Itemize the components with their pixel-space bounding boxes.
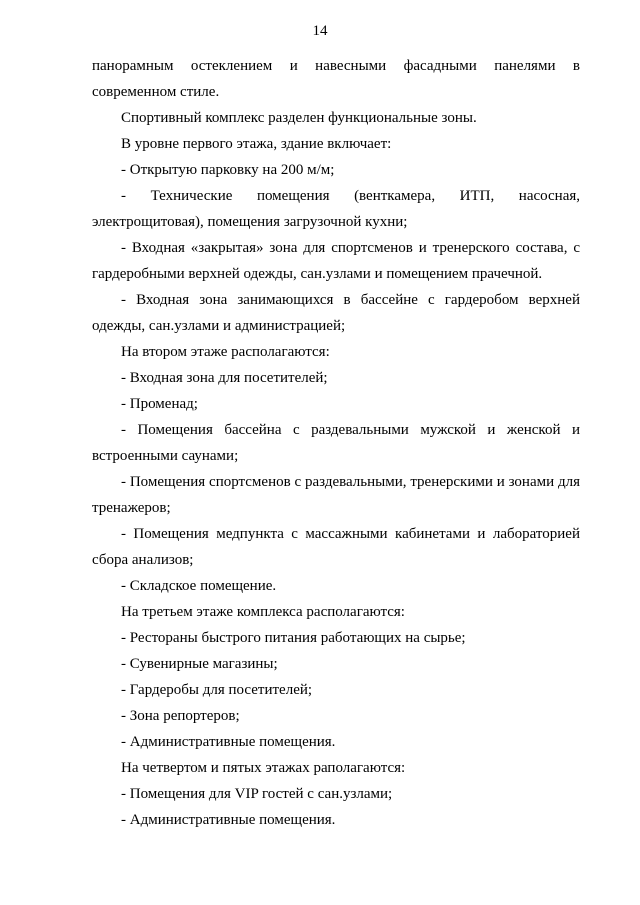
list-item-cloakrooms: - Гардеробы для посетителей; <box>121 682 313 698</box>
list-item-storage: - Складское помещение. <box>121 578 277 594</box>
list-item-fast-food: - Рестораны быстрого питания работающих на сырье; <box>121 630 466 646</box>
paragraph-zones-intro: Спортивный комплекс разделен функциональные зоны. <box>121 110 477 126</box>
list-item-pool-entry-zone: - Входная зона занимающихся в бассейне с гардеробом верхней одежды, сан.узлами и администрацией; <box>92 292 580 334</box>
list-item-parking: - Открытую парковку на 200 м/м; <box>121 162 335 178</box>
page-number: 14 <box>312 23 328 39</box>
paragraph-second-floor-heading: На втором этаже располагаются: <box>121 344 330 360</box>
paragraph-first-floor-heading: В уровне первого этажа, здание включает: <box>121 136 392 152</box>
list-item-visitor-entry: - Входная зона для посетителей; <box>121 370 328 386</box>
paragraph-fourth-fifth-floor-heading: На четвертом и пятых этажах раполагаются: <box>121 760 406 776</box>
list-item-technical-rooms: - Технические помещения (венткамера, ИТП, насосная, электрощитовая), помещения загрузочной кухни; <box>92 188 580 230</box>
list-item-admin-third: - Административные помещения. <box>121 734 336 750</box>
paragraph-continuation: панорамным остеклением и навесными фасадными панелями в современном стиле. <box>92 58 580 100</box>
paragraph-third-floor-heading: На третьем этаже комплекса располагаются: <box>121 604 405 620</box>
list-item-athlete-rooms: - Помещения спортсменов с раздевальными, тренерскими и зонами для тренажеров; <box>92 474 580 516</box>
list-item-closed-entry-zone: - Входная «закрытая» зона для спортсменов и тренерского состава, с гардеробными верхней одежды, сан.узлами и помещением прачечной. <box>92 240 580 282</box>
document-body <box>92 53 580 833</box>
list-item-pool-rooms: - Помещения бассейна с раздевальными мужской и женской и встроенными саунами; <box>92 422 580 464</box>
list-item-medical-rooms: - Помещения медпункта с массажными кабинетами и лабораторией сбора анализов; <box>92 526 580 568</box>
list-item-promenade: - Променад; <box>121 396 198 412</box>
list-item-vip-rooms: - Помещения для VIP гостей с сан.узлами; <box>121 786 393 802</box>
list-item-souvenir-shops: - Сувенирные магазины; <box>121 656 278 672</box>
list-item-reporter-zone: - Зона репортеров; <box>121 708 240 724</box>
list-item-admin-upper: - Административные помещения. <box>121 812 336 828</box>
